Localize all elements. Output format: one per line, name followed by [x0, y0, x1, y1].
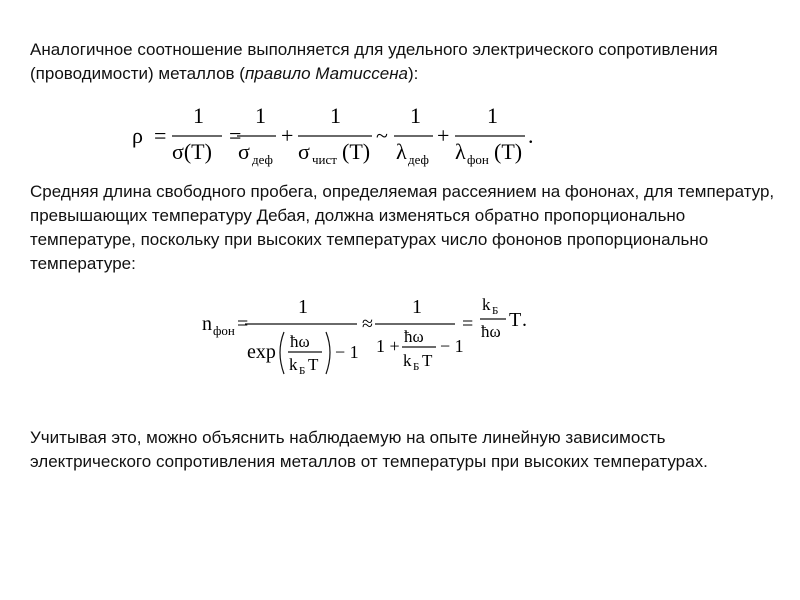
formula-phonon-number: [0, 290, 800, 390]
minus-one-2: − 1: [440, 336, 464, 356]
T-symbol: T: [308, 355, 319, 374]
fraction-b-numerator: 1: [412, 296, 422, 318]
paragraph-conclusion: Учитывая это, можно объяснить наблюдаемую на опыте линейную зависимость электрического сопротивления металлов от температуры при высоких температурах.: [30, 428, 708, 471]
plus-sign-2: +: [437, 123, 450, 148]
paragraph-matthiessen-rule: [30, 38, 780, 86]
T-paren-2: (T): [494, 139, 523, 164]
sub-B-2: Б: [413, 361, 420, 373]
tilde-sign: ~: [376, 123, 388, 148]
fraction-a-numerator: 1: [298, 296, 308, 318]
sub-fon: фон: [213, 323, 235, 338]
hbar-omega: ħω: [290, 332, 310, 351]
sigma-def: σ: [238, 139, 250, 164]
fraction3-numerator: 1: [330, 103, 341, 128]
p1-text-end: ):: [408, 64, 419, 83]
rho-symbol: ρ: [132, 123, 143, 148]
one-plus: 1 +: [376, 336, 400, 356]
equals-sign-2: =: [229, 123, 242, 148]
approx-sign: ≈: [362, 313, 373, 335]
sub-B: Б: [299, 365, 306, 377]
equals-sign: =: [154, 123, 167, 148]
T-symbol-3: T: [509, 309, 522, 331]
n-symbol: n: [202, 313, 212, 335]
period: .: [528, 123, 534, 148]
exp-function: exp: [247, 341, 276, 363]
minus-one: − 1: [335, 342, 359, 362]
paren-left: [280, 332, 284, 374]
paragraph-mean-free-path: Средняя длина свободного пробега, определяемая рассеянием на фононах, для температур, превышающих температуру Дебая, должна изменяться обратно пропорционально температуре, поскольку при высоких температурах число фононов пропорционально температуре:: [30, 182, 775, 273]
formula-matthiessen: [0, 95, 800, 175]
sub-fon: фон: [467, 152, 489, 167]
hbar-omega-2: ħω: [404, 327, 424, 346]
paren-right: [326, 332, 330, 374]
sub-B-3: Б: [492, 305, 499, 317]
plus-sign: +: [281, 123, 294, 148]
fraction5-numerator: 1: [487, 103, 498, 128]
lambda-def: λ: [396, 139, 407, 164]
period: .: [522, 309, 527, 331]
fraction1-denominator: σ(T): [172, 139, 212, 164]
sigma-chist: σ: [298, 139, 310, 164]
k-symbol: k: [289, 355, 298, 374]
fraction4-numerator: 1: [410, 103, 421, 128]
k-symbol-2: k: [403, 351, 412, 370]
hbar-omega-3: ħω: [481, 322, 501, 341]
lambda-fon: λ: [455, 139, 466, 164]
sub-def: деф: [252, 152, 273, 167]
T-symbol-2: T: [422, 351, 433, 370]
matthiessen-rule-term: правило Матиссена: [244, 64, 408, 83]
T-paren: (T): [342, 139, 371, 164]
fraction1-numerator: 1: [193, 103, 204, 128]
equals-sign-2: =: [462, 313, 474, 335]
k-symbol-3: k: [482, 295, 491, 314]
fraction2-numerator: 1: [255, 103, 266, 128]
sub-chist: чист: [312, 152, 337, 167]
sub-def-2: деф: [408, 152, 429, 167]
equals-sign: =: [237, 313, 249, 335]
p1-text: Аналогичное соотношение выполняется для удельного электрического сопротивления (проводимости) металлов (: [30, 40, 718, 83]
